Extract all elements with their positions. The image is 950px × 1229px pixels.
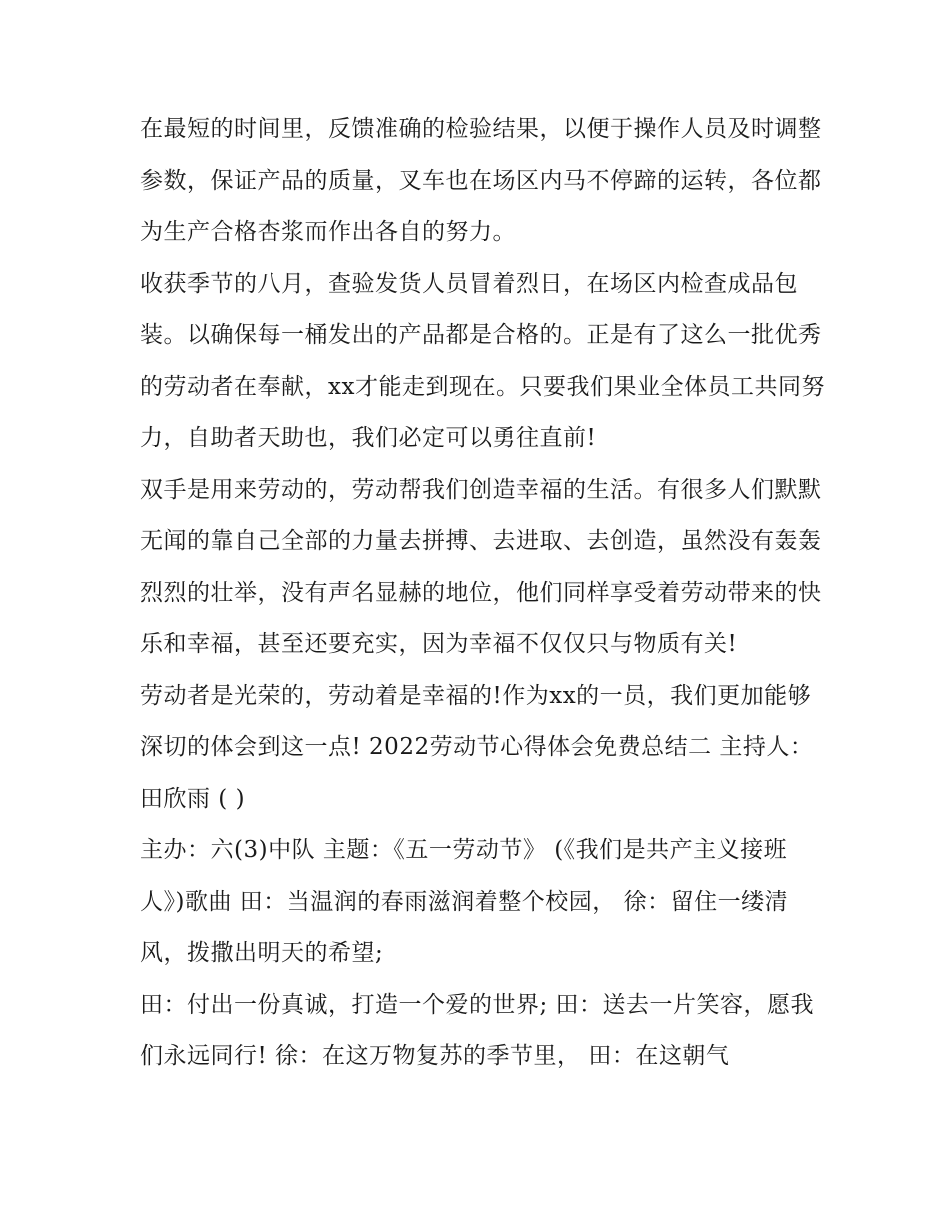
paragraph-laborers-glory: 劳动者是光荣的，劳动着是幸福的!作为xx的一员，我们更加能够深切的体会到这一点! 2022劳动节心得体会免费总结二 主持人：田欣雨 ( ): [140, 682, 814, 812]
paragraph-august-shipping: 收获季节的八月，查验发货人员冒着烈日，在场区内检查成品包装。以确保每一桶发出的产品都是合格的。正是有了这么一批优秀的劳动者在奉献，xx才能走到现在。只要我们果业全体员工共同努力，自助者天助也，我们必定可以勇往直前!: [140, 270, 825, 451]
document-page: [140, 104, 830, 1083]
paragraph-host-dialogue: 田：付出一份真诚，打造一个爱的世界; 田：送去一片笑容，愿我们永远同行! 徐：在这万物复苏的季节里， 田：在这朝气: [140, 991, 815, 1069]
paragraph-quality-inspection: 在最短的时间里，反馈准确的检验结果，以便于操作人员及时调整参数，保证产品的质量，叉车也在场区内马不停蹄的运转，各位都为生产合格杏浆而作出各自的努力。: [140, 116, 822, 245]
paragraph-labor-happiness: 双手是用来劳动的，劳动帮我们创造幸福的生活。有很多人们默默无闻的靠自己全部的力量去拼搏、去进取、去创造，虽然没有轰轰烈烈的壮举，没有声名显赫的地位，他们同样享受着劳动带来的快乐和幸福，甚至还要充实，因为幸福不仅仅只与物质有关!: [140, 476, 822, 657]
paragraph-event-organizer: 主办：六(3)中队 主题：《五一劳动节》 (《我们是共产主义接班人》)歌曲 田：当温润的春雨滋润着整个校园， 徐：留住一缕清风，拨撒出明天的希望;: [140, 837, 789, 966]
